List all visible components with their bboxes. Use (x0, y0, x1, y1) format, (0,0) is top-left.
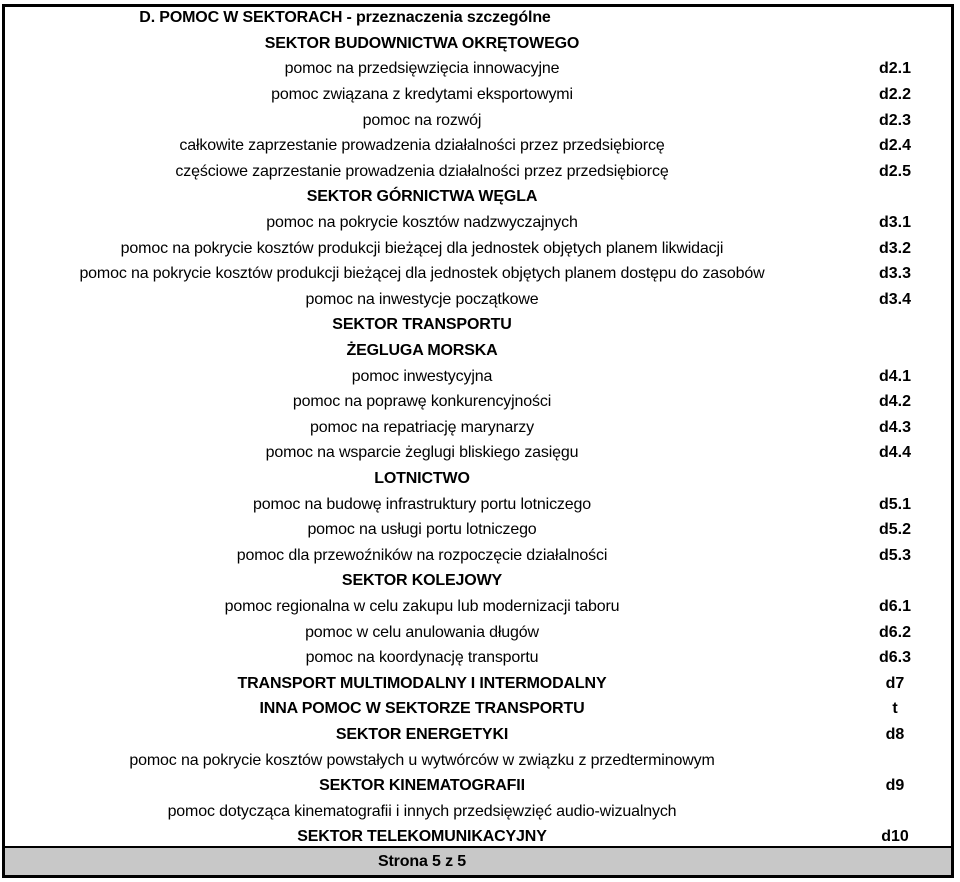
row-label: pomoc na usługi portu lotniczego (307, 521, 537, 539)
section-header-row (5, 569, 951, 595)
row-label: pomoc na repatriację marynarzy (309, 418, 535, 436)
section-label: SEKTOR TRANSPORTU (332, 316, 512, 334)
row-label: pomoc regionalna w celu zakupu lub modernizacji taboru (224, 597, 620, 615)
row-code: d7 (885, 674, 905, 692)
table-row (5, 82, 951, 108)
row-label: pomoc na koordynację transportu (305, 649, 539, 667)
table-row (5, 594, 951, 620)
row-code: d4.3 (878, 418, 911, 436)
page-footer (5, 846, 951, 875)
row-label: pomoc w celu anulowania długów (305, 623, 539, 641)
table-row (5, 364, 951, 390)
table-row (5, 287, 951, 313)
row-code: d5.2 (878, 521, 911, 539)
row-code: d2.1 (878, 60, 911, 78)
table-row (5, 261, 951, 287)
section-header-row (5, 722, 951, 748)
section-label: SEKTOR GÓRNICTWA WĘGLA (306, 188, 538, 206)
row-label: pomoc na rozwój (362, 111, 482, 129)
row-code: t (892, 700, 898, 718)
section-header-row (5, 466, 951, 492)
row-code: d6.1 (878, 597, 911, 615)
table-row (5, 415, 951, 441)
row-label: pomoc związana z kredytami eksportowymi (271, 85, 573, 103)
row-code: d2.2 (878, 85, 911, 103)
section-label: SEKTOR KINEMATOGRAFII (319, 777, 525, 795)
row-label: pomoc dla przewoźników na rozpoczęcie działalności (236, 546, 608, 564)
row-code: d2.5 (878, 162, 911, 180)
row-code: d10 (881, 828, 909, 846)
section-header-row (5, 31, 951, 57)
row-code: d3.1 (878, 213, 911, 231)
row-label: pomoc na pokrycie kosztów powstałych u wytwórców w związku z przedterminowym (129, 751, 715, 769)
row-label: pomoc na wsparcie żeglugi bliskiego zasięgu (265, 444, 579, 462)
table-row (5, 210, 951, 236)
section-label: TRANSPORT MULTIMODALNY I INTERMODALNY (237, 674, 607, 692)
table-row (5, 389, 951, 415)
section-label: ŻEGLUGA MORSKA (346, 341, 498, 359)
row-code: d3.3 (878, 265, 911, 283)
row-label: pomoc na pokrycie kosztów produkcji bieżącej dla jednostek objętych planem likwidacji (120, 239, 724, 257)
table-row (5, 57, 951, 83)
row-label: pomoc na inwestycje początkowe (305, 290, 539, 308)
row-code: d5.3 (878, 546, 911, 564)
table-row (5, 492, 951, 518)
row-code: d6.2 (878, 623, 911, 641)
row-label: pomoc na pokrycie kosztów produkcji bieżącej dla jednostek objętych planem dostępu do zasobów (79, 265, 765, 283)
section-label: LOTNICTWO (374, 469, 470, 487)
row-label: pomoc na przedsięwzięcia innowacyjne (284, 60, 560, 78)
section-header-row (5, 313, 951, 339)
table-row (5, 133, 951, 159)
table-row (5, 543, 951, 569)
table-row (5, 799, 951, 825)
row-label: pomoc dotycząca kinematografii i innych przedsięwzięć audio-wizualnych (167, 802, 677, 820)
row-code: d2.3 (878, 111, 911, 129)
row-code: d4.4 (878, 444, 911, 462)
row-code: d5.1 (878, 495, 911, 513)
row-code: d9 (885, 777, 905, 795)
row-code: d4.1 (878, 367, 911, 385)
table-row (5, 748, 951, 774)
section-header-row (5, 338, 951, 364)
table-title-row (5, 5, 951, 31)
row-code: d3.2 (878, 239, 911, 257)
table-row (5, 159, 951, 185)
table-title: D. POMOC W SEKTORACH - przeznaczenia szczególne (139, 8, 551, 26)
row-code: d8 (885, 725, 905, 743)
section-label: SEKTOR BUDOWNICTWA OKRĘTOWEGO (264, 34, 580, 52)
row-label: pomoc inwestycyjna (351, 367, 493, 385)
table-row (5, 441, 951, 467)
row-code: d4.2 (878, 393, 911, 411)
table-row (5, 108, 951, 134)
section-label: SEKTOR TELEKOMUNIKACYJNY (297, 828, 547, 846)
row-code: d2.4 (878, 137, 911, 155)
table-row (5, 645, 951, 671)
table-row (5, 236, 951, 262)
row-label: całkowite zaprzestanie prowadzenia działalności przez przedsiębiorcę (179, 137, 665, 155)
section-header-row (5, 671, 951, 697)
section-label: SEKTOR KOLEJOWY (341, 572, 503, 590)
row-code: d6.3 (878, 649, 911, 667)
row-label: pomoc na poprawę konkurencyjności (292, 393, 552, 411)
row-label: pomoc na budowę infrastruktury portu lotniczego (252, 495, 592, 513)
section-header-row (5, 185, 951, 211)
row-label: częściowe zaprzestanie prowadzenia działalności przez przedsiębiorcę (175, 162, 669, 180)
table-row (5, 517, 951, 543)
row-label: pomoc na pokrycie kosztów nadzwyczajnych (266, 213, 578, 231)
table-row (5, 620, 951, 646)
section-header-row (5, 773, 951, 799)
section-label: INNA POMOC W SEKTORZE TRANSPORTU (259, 700, 585, 718)
section-label: SEKTOR ENERGETYKI (335, 725, 509, 743)
row-code: d3.4 (878, 290, 911, 308)
section-header-row (5, 697, 951, 723)
page-number: Strona 5 z 5 (377, 852, 466, 870)
